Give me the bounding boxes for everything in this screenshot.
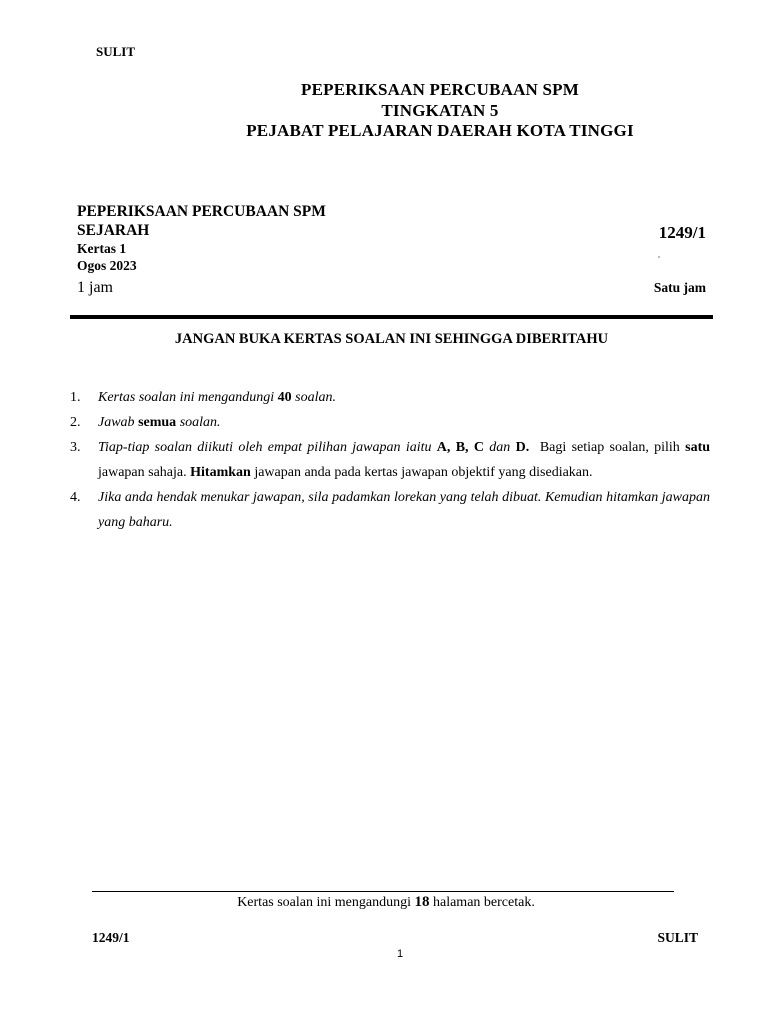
instruction-item-1 [70, 385, 710, 410]
instruction-text-part: Jawab [98, 415, 139, 430]
duration-right: Satu jam [653, 280, 706, 295]
exam-date: Ogos 2023 [77, 258, 137, 273]
page-count-note-start: Kertas soalan ini mengandungi [237, 895, 415, 910]
subject-name: SEJARAH [77, 222, 150, 239]
page-count-value: 18 [414, 894, 430, 910]
instruction-emphasis: A, B, C [436, 440, 484, 455]
instruction-number: 4. [70, 490, 81, 505]
instruction-item-2 [70, 410, 710, 435]
footer-divider [92, 891, 674, 892]
title-line-2: TINGKATAN 5 [381, 101, 499, 120]
instruction-item-4 [70, 485, 710, 535]
instruction-emphasis: D. [515, 440, 530, 455]
page-count-note-end: halaman bercetak. [429, 895, 535, 910]
instruction-emphasis: semua [138, 415, 177, 430]
footer-paper-code: 1249/1 [92, 930, 130, 945]
instruction-text [98, 410, 710, 435]
page-count-note [92, 894, 680, 911]
title-line-3: PEJABAT PELAJARAN DAERAH KOTA TINGGI [246, 121, 634, 140]
warning-notice: JANGAN BUKA KERTAS SOALAN INI SEHINGGA DIBERITAHU [174, 331, 609, 347]
question-count: 40 [277, 390, 292, 405]
title-line-1: PEPERIKSAAN PERCUBAAN SPM [301, 80, 579, 99]
instruction-text-part: dan [483, 440, 516, 455]
confidential-label-top: SULIT [96, 44, 136, 59]
confidential-label-bottom: SULIT [657, 930, 698, 945]
duration-left: 1 jam [77, 279, 113, 296]
instruction-item-3 [70, 435, 710, 485]
scan-speck [658, 256, 660, 258]
instruction-text-part: jawapan anda pada kertas jawapan objektif yang disediakan. [250, 465, 593, 480]
instruction-text [98, 385, 710, 410]
instruction-text [98, 485, 710, 535]
instruction-text-part: Tiap-tiap soalan diikuti oleh empat pilihan jawapan iaitu [98, 440, 437, 455]
instruction-text-part: Jika anda hendak menukar jawapan, sila padamkan lorekan yang telah dibuat. Kemudian hitamkan jawapan yang baharu. [98, 490, 710, 530]
instruction-text-part: soalan. [291, 390, 337, 405]
instruction-text-part: soalan. [176, 415, 221, 430]
instruction-text [98, 435, 710, 485]
instruction-emphasis: satu [685, 440, 711, 455]
instruction-number: 1. [70, 390, 81, 405]
instruction-number: 3. [70, 440, 81, 455]
exam-name: PEPERIKSAAN PERCUBAAN SPM [77, 203, 326, 220]
instruction-number: 2. [70, 415, 81, 430]
instruction-text-part: jawapan sahaja. [98, 465, 191, 480]
paper-label: Kertas 1 [77, 241, 127, 256]
paper-code: 1249/1 [658, 223, 706, 242]
instruction-emphasis: Hitamkan [190, 465, 251, 480]
instruction-text-part: Bagi setiap soalan, pilih [529, 440, 686, 455]
header-divider [70, 315, 713, 319]
instruction-text-part: Kertas soalan ini mengandungi [98, 390, 278, 405]
page-number: 1 [396, 948, 404, 960]
